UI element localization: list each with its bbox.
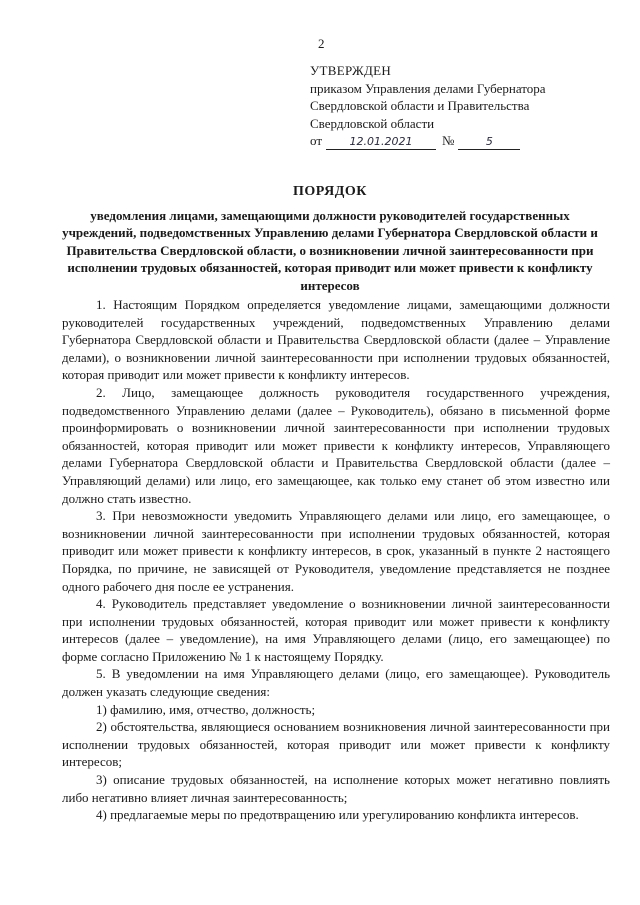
- handwritten-date: 12.01.2021: [326, 135, 436, 150]
- approval-block: [310, 62, 610, 150]
- list-item-1: 1) фамилию, имя, отчество, должность;: [96, 701, 316, 717]
- document-heading: [60, 183, 600, 294]
- paragraph-4: 4. Руководитель представляет уведомление о возникновении личной заинтересованности при исполнении трудовых обязанностей, которая приводит или может привести к конфликту интересов (далее – уведомление), на имя Управляющего делами (лицо, его замещающее) по форме согласно Приложению № 1 к настоящему Порядку.: [62, 596, 610, 664]
- approval-line: Свердловской области и Правительства: [310, 98, 530, 113]
- approval-date-number-line: [310, 132, 610, 150]
- paragraph-3: 3. При невозможности уведомить Управляющего делами или лицо, его замещающее, о возникновении личной заинтересованности при исполнении трудовых обязанностей, которая приводит или может привести к конфликту интересов, в срок, указанный в пункте 2 настоящего Порядка, по причине, не зависящей от Руководителя, уведомление представляется не позднее одного рабочего дня после ее устранения.: [62, 508, 610, 594]
- list-item-4: 4) предлагаемые меры по предотвращению или урегулированию конфликта интересов.: [96, 807, 579, 823]
- approval-line: Свердловской области: [310, 115, 435, 131]
- paragraph-2: 2. Лицо, замещающее должность руководителя государственного учреждения, подведомственного Управлению делами (далее – Руководитель), обязано в письменной форме проинформировать о возникновении личной заинтересованности при исполнении трудовых обязанностей, которая приводит или может привести к конфликту интересов, Управляющего делами Губернатора Свердловской области и Правительства Свердловской области (далее –Управляющий делами) или лицо, его замещающее, как только ему станет об этом известно или должно стать известно.: [62, 384, 610, 506]
- document-body: [62, 296, 610, 824]
- handwritten-number: 5: [458, 135, 520, 150]
- list-item-2: 2) обстоятельства, являющиеся основанием возникновения личной заинтересованности при исполнении трудовых обязанностей, которая приводит или может привести к конфликту интересов;: [62, 719, 610, 770]
- paragraph-5: 5. В уведомлении на имя Управляющего делами (лицо, его замещающее). Руководитель должен указать следующие сведения:: [62, 666, 610, 700]
- document-title: ПОРЯДОК: [293, 184, 367, 199]
- approval-line: приказом Управления делами Губернатора: [310, 80, 546, 96]
- date-prefix: от: [310, 133, 323, 148]
- paragraph-1: 1. Настоящим Порядком определяется уведомление лицами, замещающими должности руководителей государственных учреждений, подведомственных Управлению делами Губернатора Свердловской области и Правительства Свердловской области (далее – Управление делами), о возникновении личной заинтересованности при исполнении трудовых обязанностей, которая приводит или может привести к конфликту интересов.: [62, 297, 610, 383]
- document-subtitle: уведомления лицами, замещающими должности руководителей государственных учреждений, подведомственных Управлению делами Губернатора Свердловской области и Правительства Свердловской области, о возникновении личной заинтересованности при исполнении трудовых обязанностей, которая приводит или может привести к конфликту интересов: [62, 207, 598, 293]
- number-prefix: №: [442, 133, 455, 148]
- approval-title: УТВЕРЖДЕН: [310, 63, 392, 78]
- list-item-3: 3) описание трудовых обязанностей, на исполнение которых может негативно повлиять либо негативно влияет личная заинтересованность;: [62, 772, 610, 805]
- page-number: 2: [318, 36, 325, 51]
